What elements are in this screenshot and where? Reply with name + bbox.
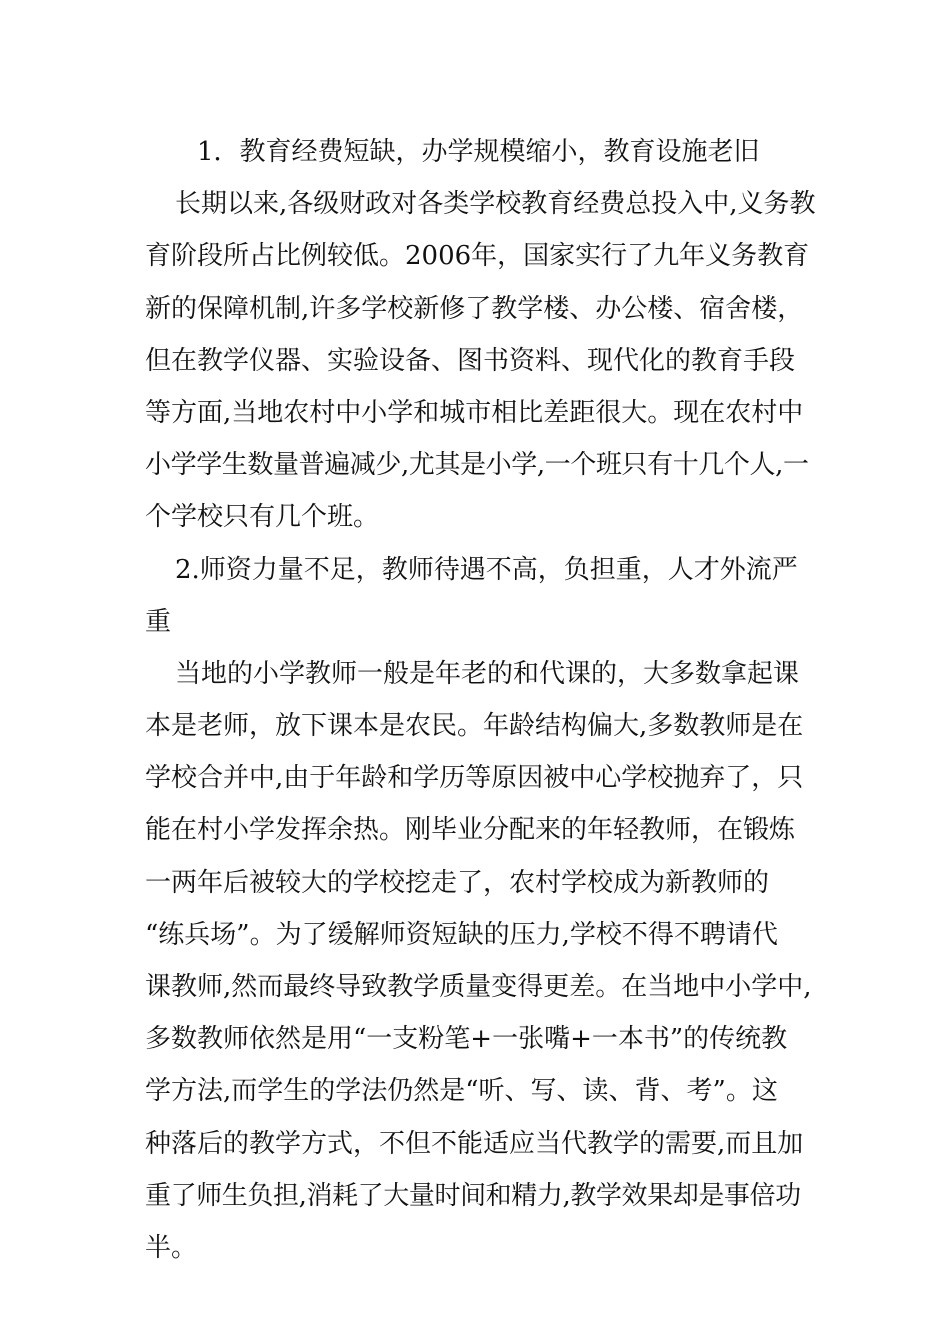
paragraph-line: 学方法,而学生的学法仍然是“听、写、读、背、考”。这 [145, 1076, 778, 1107]
paragraph-line: 小学学生数量普遍减少,尤其是小学,一个班只有十几个人,一 [145, 450, 809, 481]
paragraph-line: 育阶段所占比例较低。2006年，国家实行了九年义务教育 [145, 241, 810, 272]
paragraph-line: 个学校只有几个班。 [145, 502, 380, 533]
paragraph-line: 重了师生负担,消耗了大量时间和精力,教学效果却是事倍功 [145, 1180, 801, 1211]
paragraph-line: 长期以来,各级财政对各类学校教育经费总投入中,义务教 [175, 189, 816, 220]
heading-line: 重 [145, 606, 172, 637]
paragraph-line: 但在教学仪器、实验设备、图书资料、现代化的教育手段 [145, 345, 796, 376]
paragraph-line: 一两年后被较大的学校挖走了，农村学校成为新教师的 [145, 867, 770, 898]
paragraph-line: 半。 [145, 1232, 198, 1263]
paragraph-line: 种落后的教学方式，不但不能适应当代教学的需要,而且加 [145, 1128, 804, 1159]
section-2-heading [145, 544, 805, 648]
section-2-paragraph [145, 648, 812, 1274]
section-1-paragraph [145, 178, 816, 543]
paragraph-line: 当地的小学教师一般是年老的和代课的，大多数拿起课 [175, 658, 800, 689]
paragraph-line: 学校合并中,由于年龄和学历等原因被中心学校抛弃了，只 [145, 763, 804, 794]
document-body [145, 126, 816, 1274]
paragraph-line: 新的保障机制,许多学校新修了教学楼、办公楼、宿舍楼， [145, 293, 804, 324]
paragraph-line: “练兵场”。为了缓解师资短缺的压力,学校不得不聘请代 [145, 919, 778, 950]
paragraph-line: 能在村小学发挥余热。刚毕业分配来的年轻教师，在锻炼 [145, 815, 796, 846]
section-1-heading: 1．教育经费短缺，办学规模缩小，教育设施老旧 [197, 137, 760, 167]
paragraph-line: 多数教师依然是用“一支粉笔+一张嘴+一本书”的传统教 [145, 1024, 788, 1055]
paragraph-line: 本是老师，放下课本是农民。年龄结构偏大,多数教师是在 [145, 711, 804, 742]
heading-line: 2.师资力量不足，教师待遇不高，负担重，人才外流严 [175, 554, 798, 585]
paragraph-line: 课教师,然而最终导致教学质量变得更差。在当地中小学中, [145, 972, 812, 1002]
paragraph-line: 等方面,当地农村中小学和城市相比差距很大。现在农村中 [145, 397, 804, 428]
